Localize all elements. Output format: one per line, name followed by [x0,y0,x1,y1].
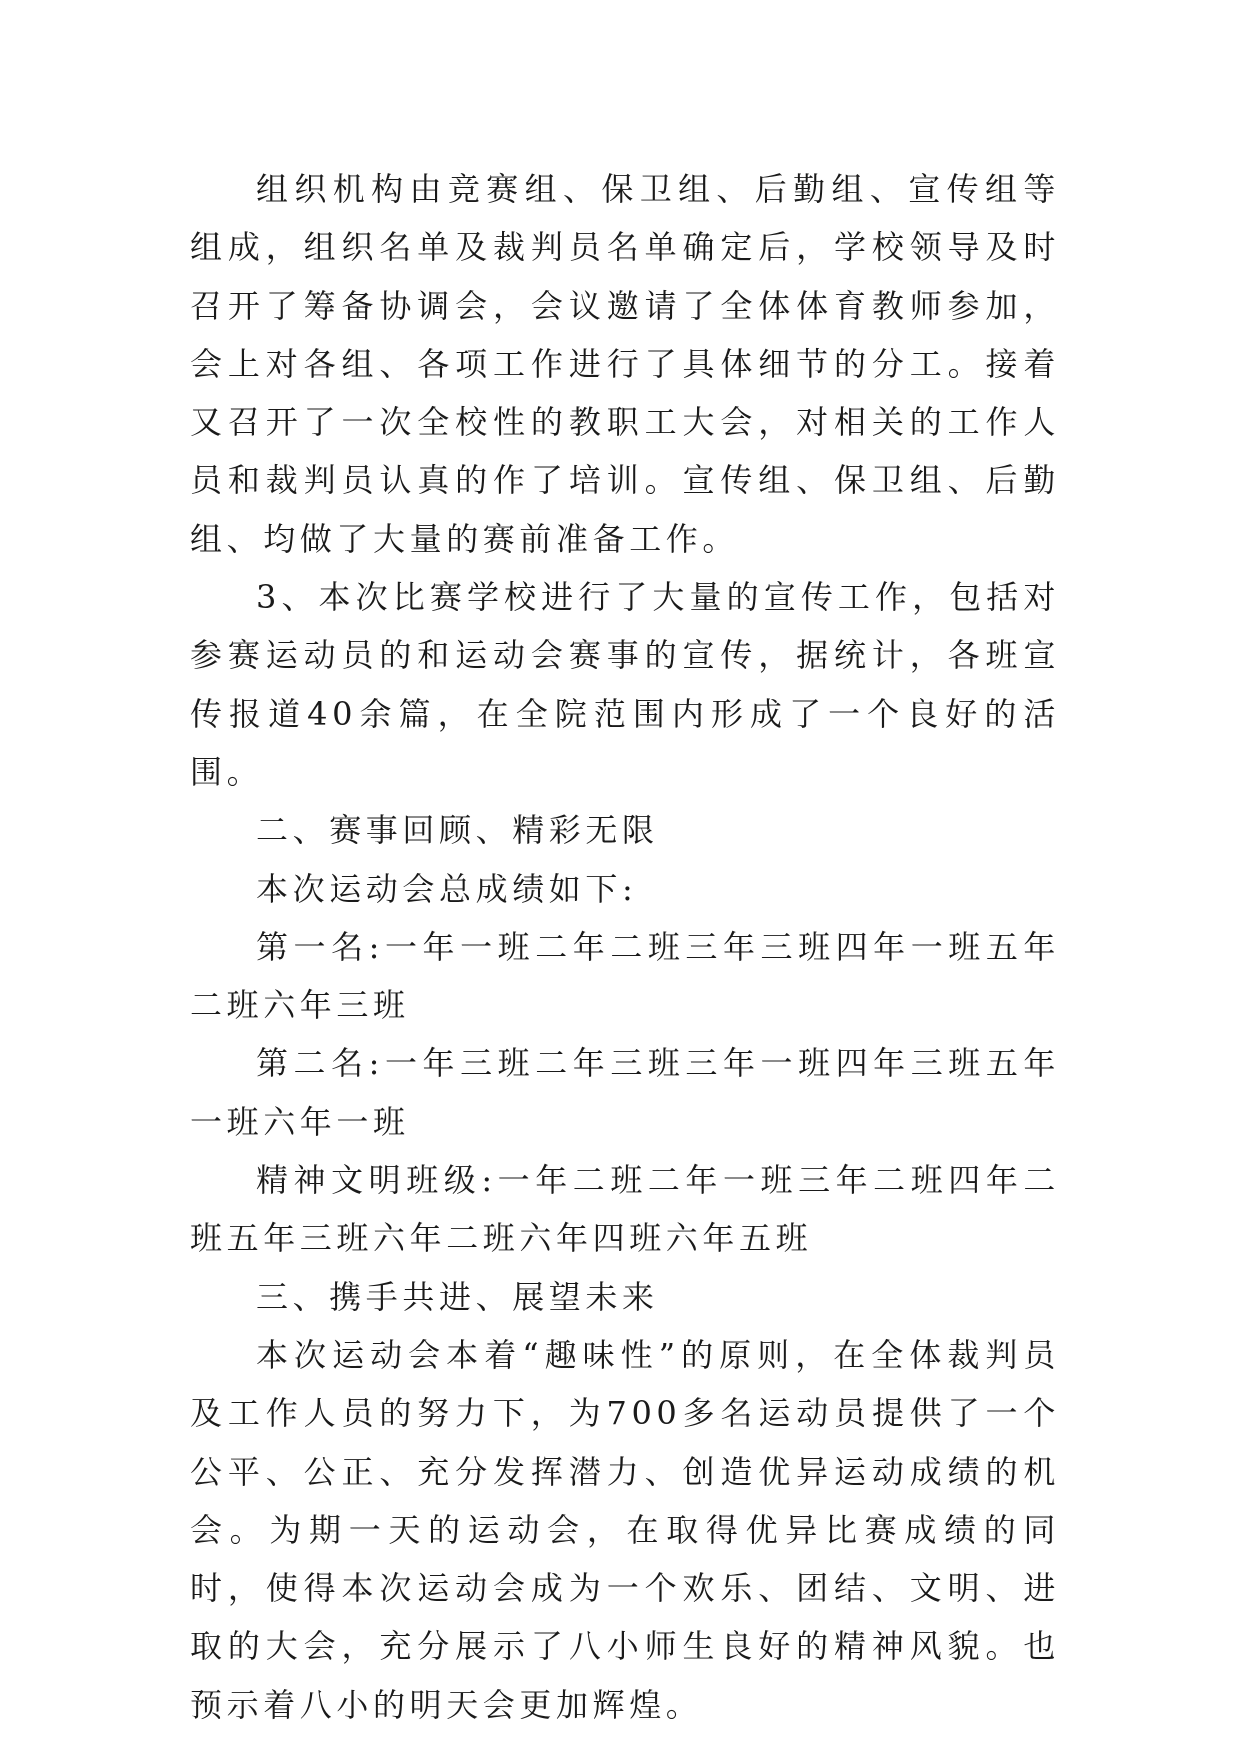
paragraph-second-place: 第二名:一年三班二年三班三年一班四年三班五年一班六年一班 [190,1044,1060,1141]
paragraph-conclusion: 本次运动会本着“趣味性”的原则，在全体裁判员及工作人员的努力下，为700多名运动员提供了一个公平、公正、充分发挥潜力、创造优异运动成绩的机会。为期一天的运动会，在取得优异比赛成绩的同时，使得本次运动会成为一个欢乐、团结、文明、进取的大会，充分展示了八小师生良好的精神风貌。也预示着八小的明天会更加辉煌。 [190,1335,1060,1724]
paragraph-civilized-classes: 精神文明班级:一年二班二年一班三年二班四年二班五年三班六年二班六年四班六年五班 [190,1161,1060,1258]
document-body [190,160,1060,1734]
heading-future: 三、携手共进、展望未来 [256,1277,659,1316]
paragraph-organization: 组织机构由竞赛组、保卫组、后勤组、宣传组等组成，组织名单及裁判员名单确定后，学校领导及时召开了筹备协调会，会议邀请了全体体育教师参加，会上对各组、各项工作进行了具体细节的分工。接着又召开了一次全校性的教职工大会，对相关的工作人员和裁判员认真的作了培训。宣传组、保卫组、后勤组、均做了大量的赛前准备工作。 [190,170,1060,558]
paragraph-publicity: 3、本次比赛学校进行了大量的宣传工作，包括对参赛运动员的和运动会赛事的宣传，据统计，各班宣传报道40余篇，在全院范围内形成了一个良好的活围。 [190,578,1060,791]
paragraph-results-intro: 本次运动会总成绩如下: [256,869,638,908]
paragraph-first-place: 第一名:一年一班二年二班三年三班四年一班五年二班六年三班 [190,927,1060,1025]
heading-event-review: 二、赛事回顾、精彩无限 [256,811,659,850]
